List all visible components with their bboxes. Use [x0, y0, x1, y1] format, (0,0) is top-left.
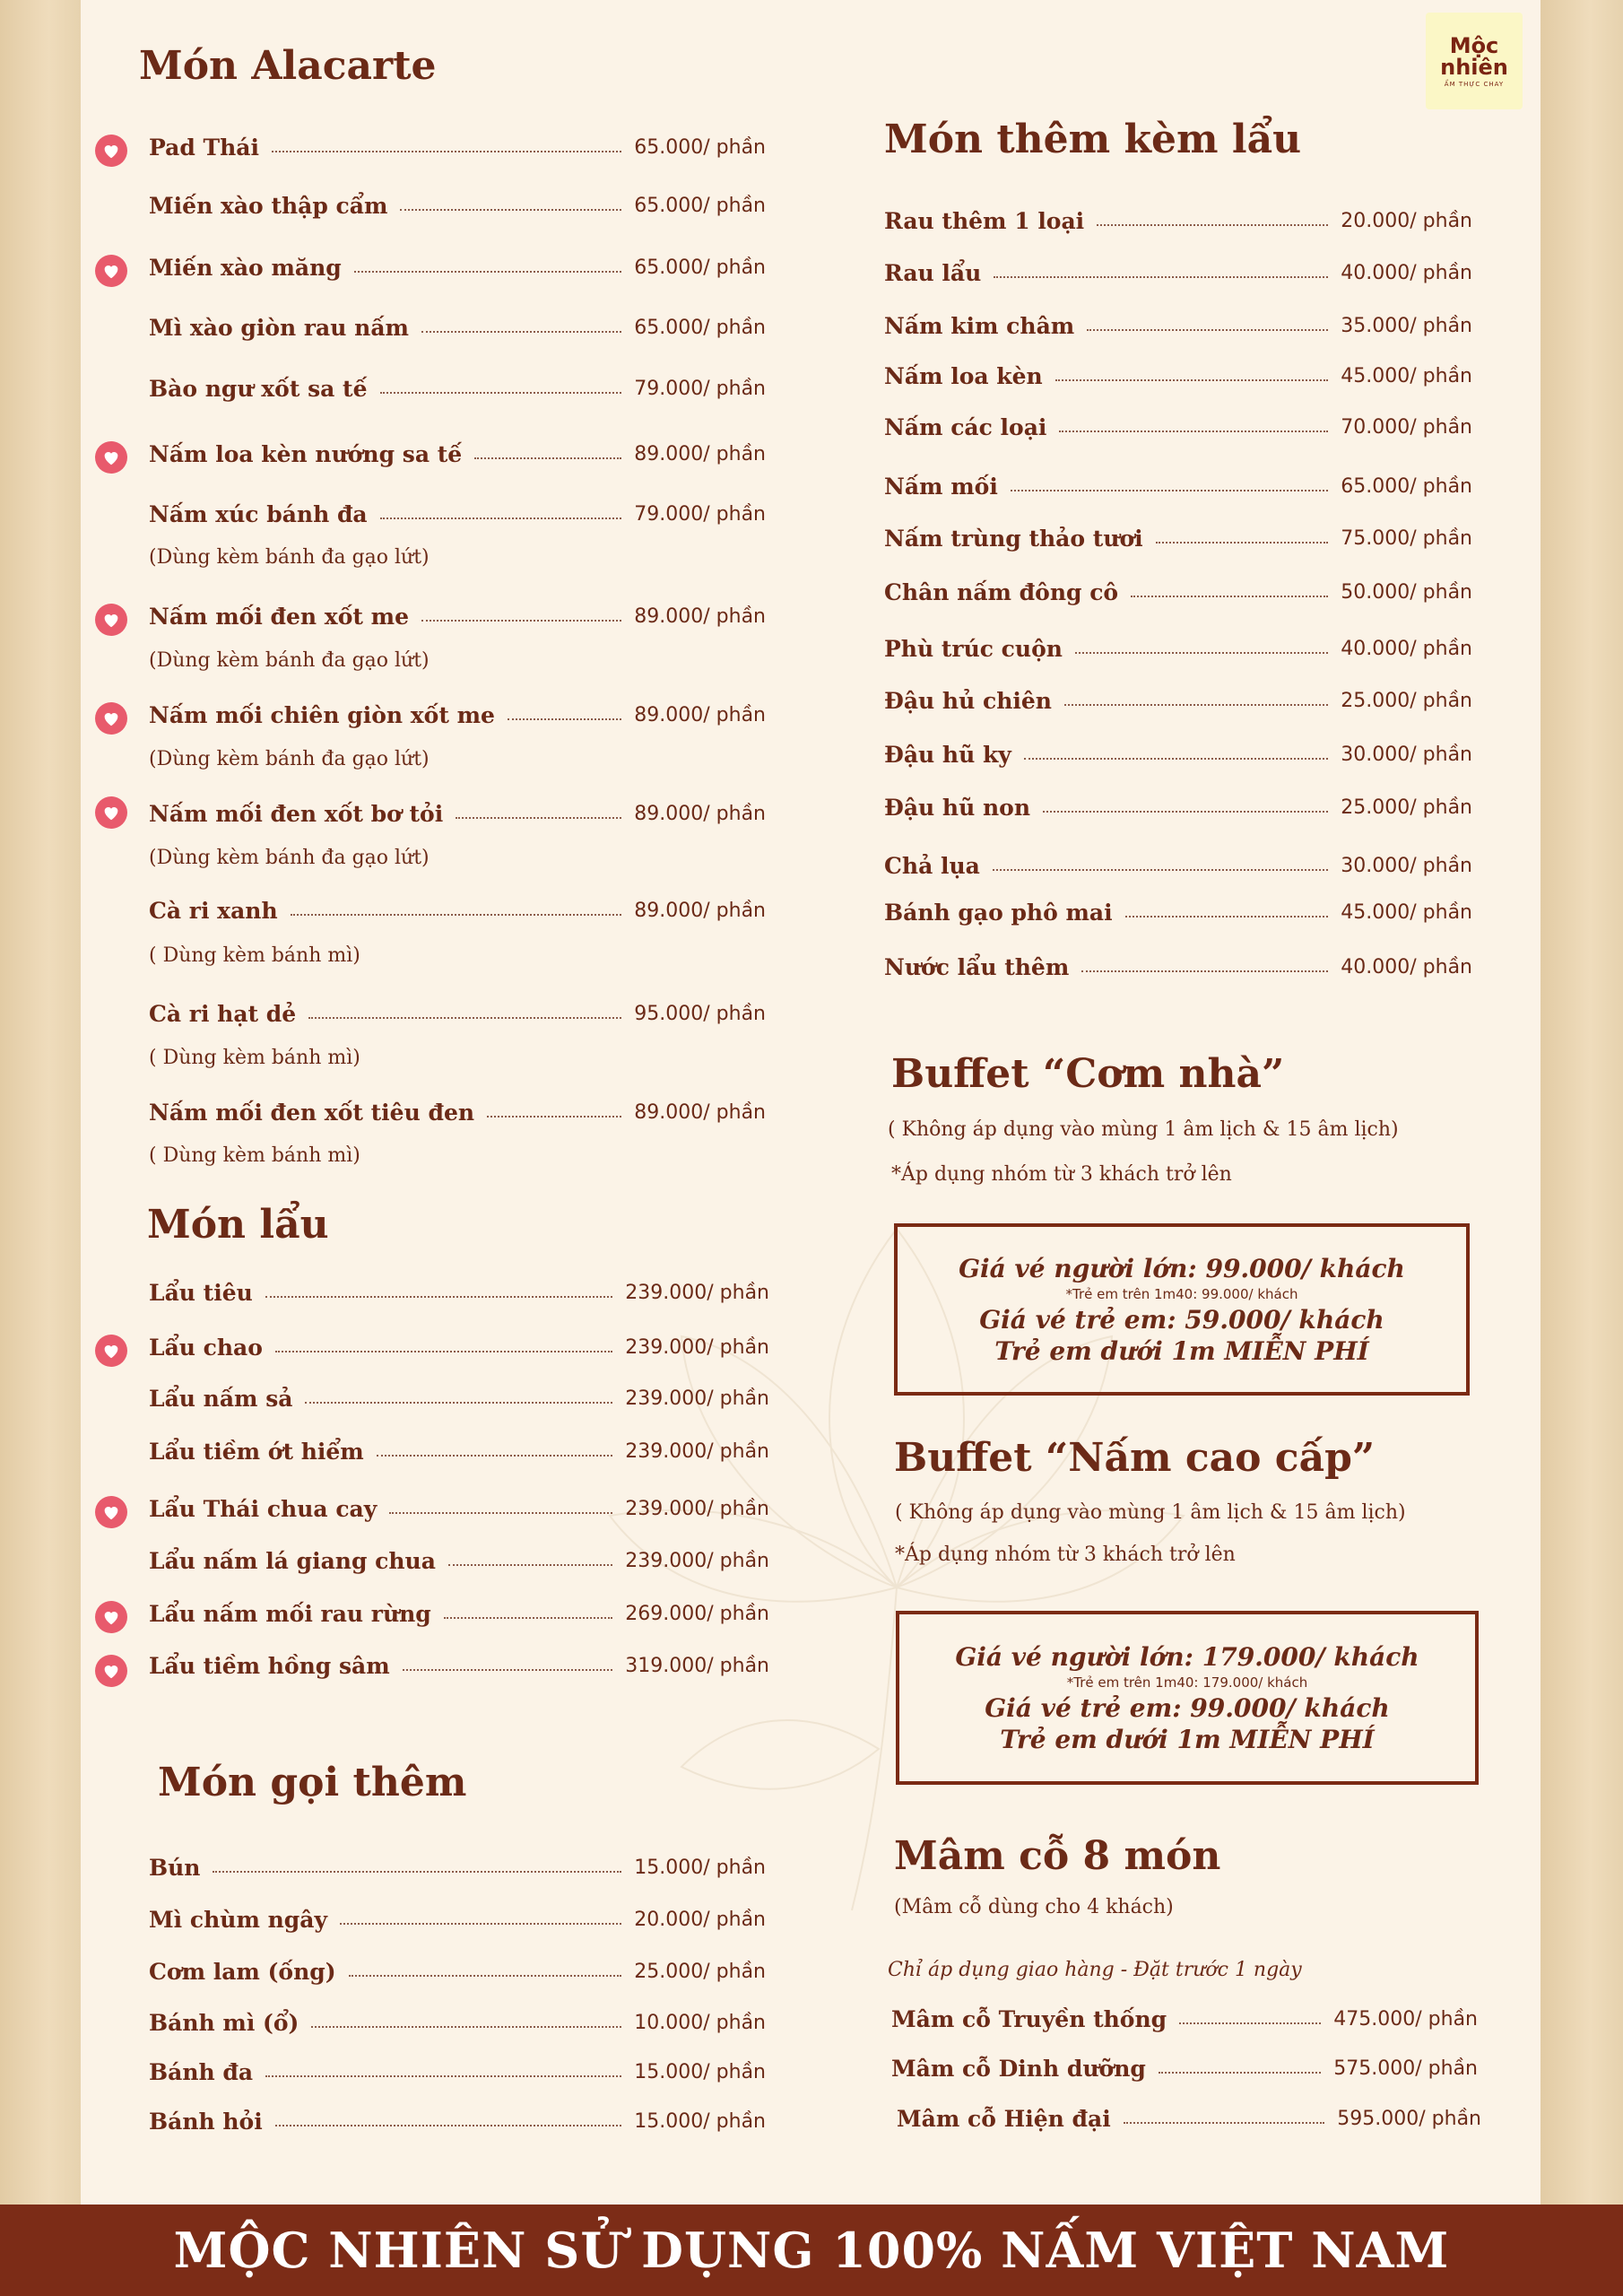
menu-item	[149, 1001, 766, 1027]
dotted-leader	[349, 1975, 622, 1977]
item-price: 89.000/ phần	[634, 803, 766, 825]
item-name: Cà ri xanh	[149, 898, 278, 924]
buffet-note: *Áp dụng nhóm từ 3 khách trở lên	[891, 1163, 1232, 1186]
item-name: Mâm cỗ Dinh dưỡng	[891, 2056, 1146, 2082]
item-price: 30.000/ phần	[1341, 744, 1472, 766]
item-name: Chân nấm đông cô	[884, 579, 1119, 605]
adult-price: Giá vé người lớn: 179.000/ khách	[955, 1641, 1419, 1672]
dotted-leader	[508, 718, 621, 720]
child-over-note: *Trẻ em trên 1m40: 99.000/ khách	[1065, 1285, 1298, 1302]
buffet-note: ( Không áp dụng vào mùng 1 âm lịch & 15 âm lịch)	[888, 1118, 1399, 1141]
menu-item	[884, 579, 1472, 605]
buffet-price-box	[896, 1611, 1479, 1785]
item-price: 65.000/ phần	[634, 317, 766, 339]
dotted-leader	[1011, 490, 1328, 491]
mam-co-delivery-note: Chỉ áp dụng giao hàng - Đặt trước 1 ngày	[888, 1959, 1302, 1981]
heart-icon	[95, 1496, 127, 1528]
dotted-leader	[474, 457, 621, 459]
item-price: 40.000/ phần	[1341, 956, 1472, 978]
item-price: 239.000/ phần	[625, 1550, 769, 1572]
item-name: Cà ri hạt dẻ	[149, 1001, 297, 1027]
item-price: 30.000/ phần	[1341, 855, 1472, 877]
item-price: 239.000/ phần	[625, 1387, 769, 1410]
item-name: Nấm mối đen xốt tiêu đen	[149, 1100, 475, 1126]
menu-item	[884, 636, 1472, 662]
item-price: 65.000/ phần	[634, 136, 766, 159]
menu-item	[149, 1907, 766, 1933]
item-name: Nấm loa kèn	[884, 363, 1043, 389]
buffet-com-nha-title: Buffet “Cơm nhà”	[891, 1051, 1285, 1097]
paper-texture-left	[0, 0, 81, 2205]
dotted-leader	[389, 1512, 612, 1514]
item-price: 35.000/ phần	[1341, 315, 1472, 337]
dotted-leader	[1159, 2072, 1321, 2074]
dotted-leader	[380, 517, 622, 519]
item-name: Lẩu tiềm hồng sâm	[149, 1653, 390, 1679]
item-name: Bánh hỏi	[149, 2109, 263, 2135]
item-price: 15.000/ phần	[634, 2110, 766, 2133]
menu-item	[149, 1653, 769, 1679]
menu-item	[149, 193, 766, 219]
item-price: 89.000/ phần	[634, 704, 766, 726]
dotted-leader	[1081, 970, 1328, 972]
item-price: 75.000/ phần	[1341, 527, 1472, 550]
mam-co-note: (Mâm cỗ dùng cho 4 khách)	[894, 1896, 1174, 1918]
menu-item	[149, 441, 766, 467]
menu-item	[884, 954, 1472, 980]
dotted-leader	[377, 1455, 613, 1457]
dotted-leader	[1055, 379, 1329, 381]
heart-icon	[95, 604, 127, 636]
item-name: Nấm mối	[884, 474, 998, 500]
child-over-note: *Trẻ em trên 1m40: 179.000/ khách	[1066, 1674, 1308, 1691]
item-name: Đậu hũ non	[884, 795, 1031, 821]
menu-item	[884, 208, 1472, 234]
free-note: Trẻ em dưới 1m MIỄN PHÍ	[994, 1335, 1369, 1366]
dotted-leader	[456, 817, 621, 819]
item-name: Lẩu chao	[149, 1335, 263, 1361]
item-name: Đậu hũ ky	[884, 742, 1011, 768]
item-price: 95.000/ phần	[634, 1003, 766, 1025]
item-price: 65.000/ phần	[1341, 475, 1472, 498]
item-price: 15.000/ phần	[634, 1857, 766, 1879]
item-price: 15.000/ phần	[634, 2061, 766, 2083]
them-kem-lau-title: Món thêm kèm lẩu	[884, 117, 1302, 162]
menu-item	[149, 135, 766, 161]
menu-item	[891, 2056, 1478, 2082]
lau-title: Món lẩu	[147, 1202, 329, 1248]
buffet-note: ( Không áp dụng vào mùng 1 âm lịch & 15 âm lịch)	[895, 1501, 1406, 1524]
item-name: Rau thêm 1 loại	[884, 208, 1085, 234]
menu-item	[149, 1386, 769, 1412]
menu-item	[149, 2109, 766, 2135]
buffet-price-box	[894, 1223, 1470, 1396]
dotted-leader	[1087, 329, 1328, 331]
menu-item	[884, 313, 1472, 339]
item-price: 79.000/ phần	[634, 378, 766, 400]
item-name: Rau lẩu	[884, 260, 982, 286]
dotted-leader	[308, 1017, 621, 1019]
menu-item	[149, 1548, 769, 1574]
item-name: Mì xào giòn rau nấm	[149, 315, 409, 341]
menu-item	[149, 1959, 766, 1985]
footer-text: MỘC NHIÊN SỬ DỤNG 100% NẤM VIỆT NAM	[173, 2222, 1450, 2279]
item-name: Lẩu nấm mối rau rừng	[149, 1601, 431, 1627]
item-note: (Dùng kèm bánh đa gạo lứt)	[149, 847, 430, 869]
menu-item	[149, 376, 766, 402]
item-price: 89.000/ phần	[634, 443, 766, 465]
item-note: (Dùng kèm bánh đa gạo lứt)	[149, 649, 430, 672]
dotted-leader	[311, 2026, 621, 2028]
goi-them-title: Món gọi thêm	[158, 1760, 467, 1805]
heart-icon	[95, 1335, 127, 1367]
item-price: 239.000/ phần	[625, 1440, 769, 1463]
menu-item	[149, 1855, 766, 1881]
mam-co-title: Mâm cỗ 8 món	[894, 1833, 1221, 1879]
dotted-leader	[380, 392, 622, 394]
dotted-leader	[400, 209, 621, 211]
item-name: Bún	[149, 1855, 201, 1881]
dotted-leader	[994, 276, 1328, 278]
item-price: 25.000/ phần	[634, 1961, 766, 1983]
item-name: Bánh đa	[149, 2059, 254, 2085]
buffet-nam-title: Buffet “Nấm cao cấp”	[894, 1435, 1376, 1481]
dotted-leader	[1075, 652, 1328, 654]
item-name: Lẩu tiềm ớt hiểm	[149, 1439, 364, 1465]
logo-line1: Mộc	[1449, 32, 1499, 58]
item-name: Mâm cỗ Truyền thống	[891, 2006, 1167, 2032]
logo-line2: nhiên	[1440, 54, 1508, 80]
item-price: 40.000/ phần	[1341, 262, 1472, 284]
item-name: Bánh mì (ổ)	[149, 2010, 299, 2036]
item-name: Mì chùm ngây	[149, 1907, 327, 1933]
item-note: ( Dùng kèm bánh mì)	[149, 1047, 360, 1069]
dotted-leader	[354, 271, 622, 273]
item-price: 65.000/ phần	[634, 257, 766, 279]
menu-item	[149, 702, 766, 728]
dotted-leader	[1179, 2022, 1321, 2024]
dotted-leader	[275, 2125, 622, 2126]
item-name: Nấm xúc bánh đa	[149, 501, 368, 527]
alacarte-title: Món Alacarte	[139, 43, 437, 89]
heart-icon	[95, 702, 127, 735]
item-price: 70.000/ phần	[1341, 416, 1472, 439]
free-note: Trẻ em dưới 1m MIỄN PHÍ	[1000, 1724, 1375, 1754]
dotted-leader	[421, 331, 621, 333]
item-name: Nấm kim châm	[884, 313, 1075, 339]
item-name: Miến xào măng	[149, 255, 342, 281]
dotted-leader	[275, 1351, 612, 1352]
dotted-leader	[403, 1669, 613, 1671]
item-note: (Dùng kèm bánh đa gạo lứt)	[149, 546, 430, 569]
menu-item	[149, 604, 766, 630]
footer-banner	[0, 2205, 1623, 2296]
heart-icon	[95, 255, 127, 287]
child-price: Giá vé trẻ em: 59.000/ khách	[979, 1304, 1384, 1335]
item-name: Nấm mối đen xốt bơ tỏi	[149, 801, 444, 827]
menu-item	[149, 801, 766, 827]
menu-item	[149, 1496, 769, 1522]
dotted-leader	[1097, 224, 1328, 226]
item-name: Lẩu tiêu	[149, 1280, 253, 1306]
item-name: Lẩu nấm lá giang chua	[149, 1548, 436, 1574]
dotted-leader	[993, 869, 1328, 871]
item-name: Nước lẩu thêm	[884, 954, 1070, 980]
menu-item	[149, 2010, 766, 2036]
dotted-leader	[1059, 430, 1328, 432]
menu-item	[884, 363, 1472, 389]
menu-item	[884, 688, 1472, 714]
item-note: ( Dùng kèm bánh mì)	[149, 1144, 360, 1167]
item-name: Nấm mối chiên giòn xốt me	[149, 702, 495, 728]
item-name: Nấm loa kèn nướng sa tế	[149, 441, 463, 467]
dotted-leader	[213, 1871, 621, 1873]
item-price: 239.000/ phần	[625, 1336, 769, 1359]
item-price: 65.000/ phần	[634, 195, 766, 217]
heart-icon	[95, 796, 127, 829]
menu-item	[897, 2106, 1481, 2132]
item-price: 50.000/ phần	[1341, 581, 1472, 604]
adult-price: Giá vé người lớn: 99.000/ khách	[959, 1253, 1405, 1283]
item-name: Chả lụa	[884, 853, 980, 879]
dotted-leader	[340, 1923, 621, 1925]
item-name: Lẩu Thái chua cay	[149, 1496, 378, 1522]
menu-item	[149, 255, 766, 281]
dotted-leader	[1124, 2122, 1325, 2124]
item-price: 89.000/ phần	[634, 900, 766, 922]
item-name: Cơm lam (ống)	[149, 1959, 336, 1985]
item-price: 20.000/ phần	[634, 1909, 766, 1931]
menu-item	[884, 474, 1472, 500]
item-name: Nấm mối đen xốt me	[149, 604, 409, 630]
item-price: 239.000/ phần	[625, 1282, 769, 1304]
paper-texture-right	[1541, 0, 1623, 2205]
item-price: 25.000/ phần	[1341, 796, 1472, 819]
item-name: Bào ngư xốt sa tế	[149, 376, 368, 402]
menu-item	[884, 414, 1472, 440]
dotted-leader	[1131, 596, 1328, 597]
item-price: 89.000/ phần	[634, 605, 766, 628]
item-price: 595.000/ phần	[1337, 2108, 1481, 2130]
menu-item	[149, 501, 766, 527]
menu-item	[149, 1439, 769, 1465]
item-name: Mâm cỗ Hiện đại	[897, 2106, 1111, 2132]
menu-item	[884, 526, 1472, 552]
menu-item	[149, 898, 766, 924]
item-note: ( Dùng kèm bánh mì)	[149, 944, 360, 967]
dotted-leader	[265, 2075, 621, 2077]
menu-item	[149, 1100, 766, 1126]
dotted-leader	[1156, 542, 1329, 544]
menu-item	[884, 260, 1472, 286]
dotted-leader	[272, 151, 621, 152]
item-price: 269.000/ phần	[625, 1603, 769, 1625]
dotted-leader	[305, 1402, 612, 1404]
heart-icon	[95, 1601, 127, 1633]
menu-item	[884, 900, 1472, 926]
item-price: 45.000/ phần	[1341, 901, 1472, 924]
dotted-leader	[421, 620, 621, 622]
item-name: Phù trúc cuộn	[884, 636, 1063, 662]
item-price: 25.000/ phần	[1341, 690, 1472, 712]
item-price: 239.000/ phần	[625, 1498, 769, 1520]
dotted-leader	[265, 1296, 612, 1298]
menu-item	[149, 1280, 769, 1306]
item-price: 10.000/ phần	[634, 2012, 766, 2034]
dotted-leader	[1064, 704, 1328, 706]
menu-item	[884, 853, 1472, 879]
menu-item	[891, 2006, 1478, 2032]
item-name: Nấm trùng thảo tươi	[884, 526, 1143, 552]
item-price: 20.000/ phần	[1341, 210, 1472, 232]
menu-item	[884, 795, 1472, 821]
child-price: Giá vé trẻ em: 99.000/ khách	[985, 1692, 1390, 1723]
heart-icon	[95, 135, 127, 167]
dotted-leader	[1125, 916, 1329, 918]
dotted-leader	[487, 1116, 621, 1118]
brand-logo	[1426, 13, 1523, 109]
heart-icon	[95, 1655, 127, 1687]
menu-item	[149, 1601, 769, 1627]
item-price: 89.000/ phần	[634, 1101, 766, 1124]
item-name: Pad Thái	[149, 135, 259, 161]
menu-item	[884, 742, 1472, 768]
item-name: Lẩu nấm sả	[149, 1386, 293, 1412]
buffet-note: *Áp dụng nhóm từ 3 khách trở lên	[895, 1544, 1236, 1566]
item-price: 79.000/ phần	[634, 503, 766, 526]
dotted-leader	[291, 914, 622, 916]
logo-line3: ẨM THỰC CHAY	[1444, 80, 1505, 88]
dotted-leader	[444, 1617, 613, 1619]
item-price: 319.000/ phần	[625, 1655, 769, 1677]
item-price: 475.000/ phần	[1333, 2008, 1478, 2031]
item-price: 575.000/ phần	[1333, 2057, 1478, 2080]
item-name: Đậu hủ chiên	[884, 688, 1052, 714]
dotted-leader	[448, 1564, 612, 1566]
dotted-leader	[1043, 811, 1328, 813]
heart-icon	[95, 441, 127, 474]
menu-item	[149, 315, 766, 341]
item-name: Miến xào thập cẩm	[149, 193, 388, 219]
item-price: 45.000/ phần	[1341, 365, 1472, 387]
item-note: (Dùng kèm bánh đa gạo lứt)	[149, 748, 430, 770]
dotted-leader	[1024, 758, 1328, 760]
item-price: 40.000/ phần	[1341, 638, 1472, 660]
menu-item	[149, 1335, 769, 1361]
menu-item	[149, 2059, 766, 2085]
item-name: Bánh gạo phô mai	[884, 900, 1113, 926]
item-name: Nấm các loại	[884, 414, 1047, 440]
